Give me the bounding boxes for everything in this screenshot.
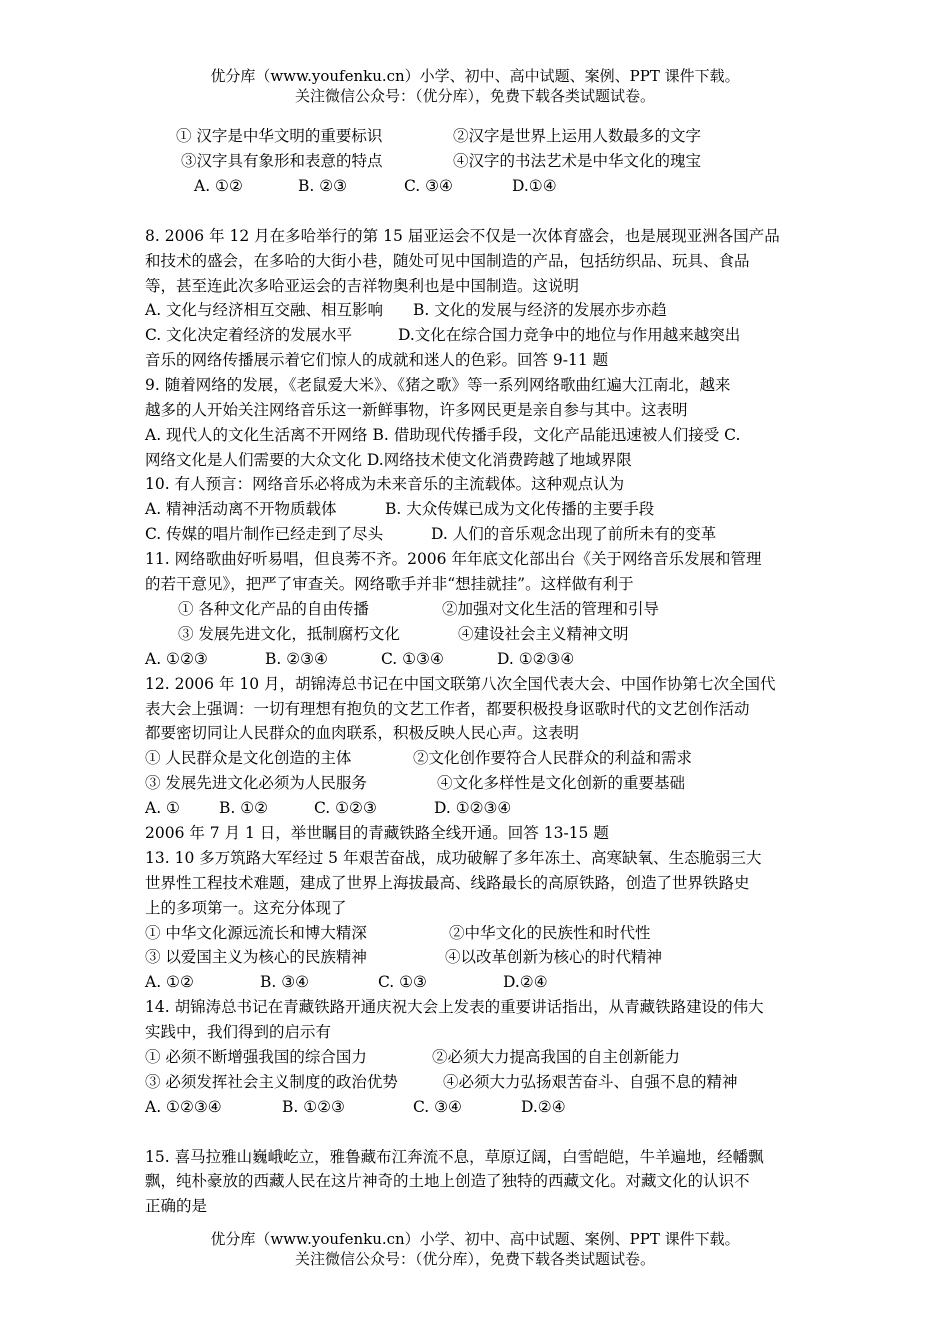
q11-stem-1: 11. 网络歌曲好听易唱，但良莠不齐。2006 年年底文化部出台《关于网络音乐发展和管理 [145,550,762,568]
q12-stem-1: 12. 2006 年 10 月，胡锦涛总书记在中国文联第八次全国代表大会、中国作协第七次全国代 [145,675,776,693]
q12-opt3: ③ 发展先进文化必须为人民服务 [145,774,367,792]
q13-choice-b: B. ③④ [260,973,310,991]
q9-choices-cd: 网络文化是人们需要的大众文化 D.网络技术使文化消费跨越了地域界限 [145,451,632,469]
q13-stem-3: 上的多项第一。这充分体现了 [145,899,347,917]
intro-13-15: 2006 年 7 月 1 日，举世瞩目的青藏铁路全线开通。回答 13-15 题 [145,824,609,842]
q14-opt-row2 [145,1071,738,1093]
q7-choice-d: D.①④ [512,177,557,195]
q14-opt3: ③ 必须发挥社会主义制度的政治优势 [145,1073,398,1091]
q7-opt4: ④汉字的书法艺术是中华文化的瑰宝 [453,152,702,170]
q7-answers [194,175,557,197]
q13-opt-row2 [145,946,662,968]
q10-choice-d: D. 人们的音乐观念出现了前所未有的变革 [431,525,717,543]
header-line-2: 关注微信公众号：（优分库），免费下载各类试题试卷。 [294,87,655,105]
q12-opt1: ① 人民群众是文化创造的主体 [145,749,352,767]
q14-choice-d: D.②④ [521,1098,566,1116]
q8-choice-d: D.文化在综合国力竞争中的地位与作用越来越突出 [398,326,741,344]
q14-stem-2: 实践中，我们得到的启示有 [145,1023,332,1041]
q12-choice-a: A. ① [145,799,180,817]
page-header [0,66,950,106]
q9-choices-ab: A. 现代人的文化生活离不开网络 B. 借助现代传播手段，文化产品能迅速被人们接受 C. [145,426,741,444]
q14-opt1: ① 必须不断增强我国的综合国力 [145,1048,367,1066]
q7-choice-a: A. ①② [194,177,243,195]
q13-choice-d: D.②④ [503,973,548,991]
q7-opt1: ① 汉字是中华文明的重要标识 [176,127,383,145]
q12-opt-row1 [145,747,692,769]
q14-stem-1: 14. 胡锦涛总书记在青藏铁路开通庆祝大会上发表的重要讲话指出，从青藏铁路建设的伟大 [145,998,764,1016]
q14-opt-row1 [145,1046,680,1068]
q9-stem-2: 越多的人开始关注网络音乐这一新鲜事物，许多网民更是亲自参与其中。这表明 [145,401,688,419]
q13-choice-a: A. ①② [145,973,194,991]
q13-opt-row1 [145,922,651,944]
q8-row-cd [145,324,740,346]
q10-choice-b: B. 大众传媒已成为文化传播的主要手段 [385,500,655,518]
q14-opt4: ④必须大力弘扬艰苦奋斗、自强不息的精神 [443,1073,738,1091]
q8-stem-3: 等，甚至连此次多哈亚运会的吉祥物奥利也是中国制造。这说明 [145,277,580,295]
q8-stem-1: 8. 2006 年 12 月在多哈举行的第 15 届亚运会不仅是一次体育盛会，也是展现亚洲各国产品 [145,227,780,245]
q11-opt-row1 [178,598,659,620]
q14-choice-b: B. ①②③ [282,1098,345,1116]
q12-stem-2: 表大会上强调：一切有理想有抱负的文艺工作者，都要积极投身讴歌时代的文艺创作活动 [145,700,750,718]
q15-stem-1: 15. 喜马拉雅山巍峨屹立，雅鲁藏布江奔流不息，草原辽阔，白雪皑皑，牛羊遍地，经幡飘 [145,1148,764,1166]
q10-stem: 10. 有人预言：网络音乐必将成为未来音乐的主流载体。这种观点认为 [145,475,625,493]
q11-opt3: ③ 发展先进文化，抵制腐朽文化 [178,625,400,643]
q8-stem-2: 和技术的盛会，在多哈的大街小巷，随处可见中国制造的产品，包括纺织品、玩具、食品 [145,252,750,270]
q13-opt3: ③ 以爱国主义为核心的民族精神 [145,948,367,966]
q8-row-ab [145,299,667,321]
q12-stem-3: 都要密切同让人民群众的血肉联系，积极反映人民心声。这表明 [145,724,580,742]
q13-stem-2: 世界性工程技术难题，建成了世界上海拔最高、线路最长的高原铁路，创造了世界铁路史 [145,874,750,892]
q7-choice-c: C. ③④ [404,177,453,195]
q12-choice-c: C. ①②③ [314,799,377,817]
q7-opt2: ②汉字是世界上运用人数最多的文字 [453,127,702,145]
q11-stem-2: 的若干意见》，把严了审查关。网络歌手并非“想挂就挂”。这样做有利于 [145,575,634,593]
q10-choice-c: C. 传媒的唱片制作已经走到了尽头 [145,525,384,543]
header-line-1: 优分库（www.youfenku.cn）小学、初中、高中试题、案例、PPT 课件下载。 [210,67,740,85]
footer-line-1: 优分库（www.youfenku.cn）小学、初中、高中试题、案例、PPT 课件下载。 [210,1230,740,1248]
q11-answers [145,648,574,670]
q11-opt1: ① 各种文化产品的自由传播 [178,600,369,618]
q12-choice-b: B. ①② [219,799,269,817]
page-footer [0,1229,950,1269]
q12-opt-row2 [145,772,685,794]
q13-opt2: ②中华文化的民族性和时代性 [449,924,651,942]
q12-opt4: ④文化多样性是文化创新的重要基础 [437,774,686,792]
q13-opt1: ① 中华文化源远流长和博大精深 [145,924,367,942]
q11-opt-row2 [178,623,629,645]
intro-9-11: 音乐的网络传播展示着它们惊人的成就和迷人的色彩。回答 9-11 题 [145,351,609,369]
q7-opt-row2 [181,150,701,172]
q7-opt3: ③汉字具有象形和表意的特点 [181,152,383,170]
q12-answers [145,797,511,819]
q11-choice-b: B. ②③④ [265,650,328,668]
q11-opt4: ④建设社会主义精神文明 [458,625,629,643]
q8-choice-c: C. 文化决定着经济的发展水平 [145,326,353,344]
q13-answers [145,971,548,993]
q14-answers [145,1096,566,1118]
q7-choice-b: B. ②③ [298,177,348,195]
q14-choice-a: A. ①②③④ [145,1098,222,1116]
q11-opt2: ②加强对文化生活的管理和引导 [442,600,660,618]
q15-stem-2: 飘，纯朴豪放的西藏人民在这片神奇的土地上创造了独特的西藏文化。对藏文化的认识不 [145,1172,750,1190]
q11-choice-d: D. ①②③④ [497,650,575,668]
q10-row-ab [145,498,654,520]
q13-opt4: ④以改革创新为核心的时代精神 [445,948,663,966]
q13-choice-c: C. ①③ [378,973,427,991]
q9-stem-1: 9. 随着网络的发展，《老鼠爱大米》、《猪之歌》等一系列网络歌曲红遍大江南北，越来 [145,376,731,394]
q11-choice-c: C. ①③④ [381,650,444,668]
q15-stem-3: 正确的是 [145,1197,208,1215]
q7-opt-row1 [176,125,701,147]
q8-choice-a: A. 文化与经济相互交融、相互影响 [145,301,384,319]
q8-choice-b: B. 文化的发展与经济的发展亦步亦趋 [413,301,667,319]
q12-opt2: ②文化创作要符合人民群众的利益和需求 [413,749,693,767]
q10-row-cd [145,523,716,545]
footer-line-2: 关注微信公众号：（优分库），免费下载各类试题试卷。 [294,1250,655,1268]
q14-opt2: ②必须大力提高我国的自主创新能力 [432,1048,681,1066]
q13-stem-1: 13. 10 多万筑路大军经过 5 年艰苦奋战，成功破解了多年冻土、高寒缺氧、生态脆弱三大 [145,849,762,867]
q11-choice-a: A. ①②③ [145,650,208,668]
q14-choice-c: C. ③④ [413,1098,462,1116]
q10-choice-a: A. 精神活动离不开物质载体 [145,500,337,518]
q12-choice-d: D. ①②③④ [434,799,512,817]
